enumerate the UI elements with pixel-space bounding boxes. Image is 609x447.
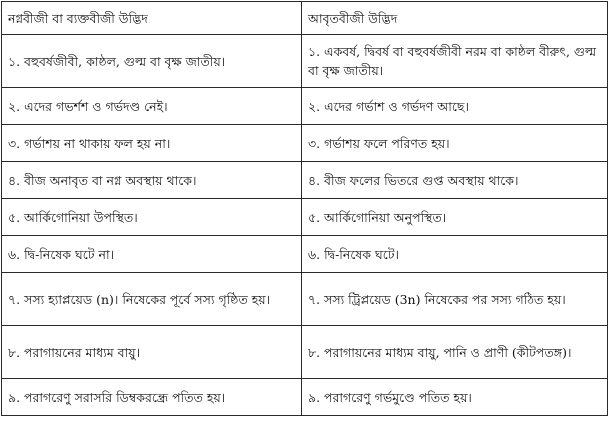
table-header (2, 2, 608, 35)
cell-angiosperm: ৭. সস্য ট্রিপ্লয়েড (3n) নিষেকের পর সস্য গঠিত হয়। (302, 273, 608, 326)
cell-angiosperm: ২. এদের গর্ভাশ ও গর্ভদণ আছে। (302, 88, 608, 125)
header-angiosperm: আবৃতবীজী উদ্ভিদ (302, 2, 608, 35)
cell-angiosperm: ৯. পরাগরেণু গর্ভমুণ্ডে পতিত হয়। (302, 379, 608, 416)
cell-gymnosperm: ৬. দ্বি-নিষেক ঘটে না। (2, 236, 302, 273)
cell-gymnosperm: ৪. বীজ অনাবৃত বা নগ্ন অবস্থায় থাকে। (2, 162, 302, 199)
table-body (2, 35, 608, 416)
table-row (2, 35, 608, 88)
cell-gymnosperm: ৭. সস্য হ্যাপ্লয়েড (n)। নিষেকের পূর্বে সস্য গৃষ্ঠিত হয়। (2, 273, 302, 326)
table-row (2, 273, 608, 326)
header-gymnosperm: নগ্নবীজী বা ব্যক্তবীজী উদ্ভিদ (2, 2, 302, 35)
cell-angiosperm: ৮. পরাগায়নের মাধ্যম বায়ু, পানি ও প্রাণী (কীটপতঙ্গ)। (302, 326, 608, 379)
table-row (2, 379, 608, 416)
table-row (2, 162, 608, 199)
comparison-table (1, 1, 608, 416)
table-row (2, 88, 608, 125)
cell-angiosperm: ৫. আর্কিগোনিয়া অনুপস্থিত। (302, 199, 608, 236)
table-row (2, 125, 608, 162)
cell-angiosperm: ৪. বীজ ফলের ভিতরে গুপ্ত অবস্থায় থাকে। (302, 162, 608, 199)
cell-angiosperm: ৩. গর্ভাশয় ফলে পরিণত হয়। (302, 125, 608, 162)
cell-gymnosperm: ৮. পরাগায়নের মাধ্যম বায়ু। (2, 326, 302, 379)
table-row (2, 326, 608, 379)
cell-gymnosperm: ২. এদের গভর্শশ ও গর্ভদণ্ড নেই। (2, 88, 302, 125)
table-row (2, 199, 608, 236)
cell-gymnosperm: ৫. আর্কিগোনিয়া উপস্থিত। (2, 199, 302, 236)
cell-gymnosperm: ৩. গর্ভাশয় না থাকায় ফল হয় না। (2, 125, 302, 162)
cell-angiosperm: ৬. দ্বি-নিষেক ঘটে। (302, 236, 608, 273)
header-row (2, 2, 608, 35)
table-row (2, 236, 608, 273)
cell-gymnosperm: ১. বহুবর্ষজীবী, কাষ্ঠল, গুল্ম বা বৃক্ষ জাতীয়। (2, 35, 302, 88)
cell-gymnosperm: ৯. পরাগরেণু সরাসরি ডিম্বকরন্ধ্রে পতিত হয়। (2, 379, 302, 416)
cell-angiosperm: ১. একবর্ষ, দ্বিবর্ষ বা বহুবর্ষজীবী নরম বা কাষ্ঠল বীরুৎ, গুল্ম বা বৃক্ষ জাতীয়। (302, 35, 608, 88)
